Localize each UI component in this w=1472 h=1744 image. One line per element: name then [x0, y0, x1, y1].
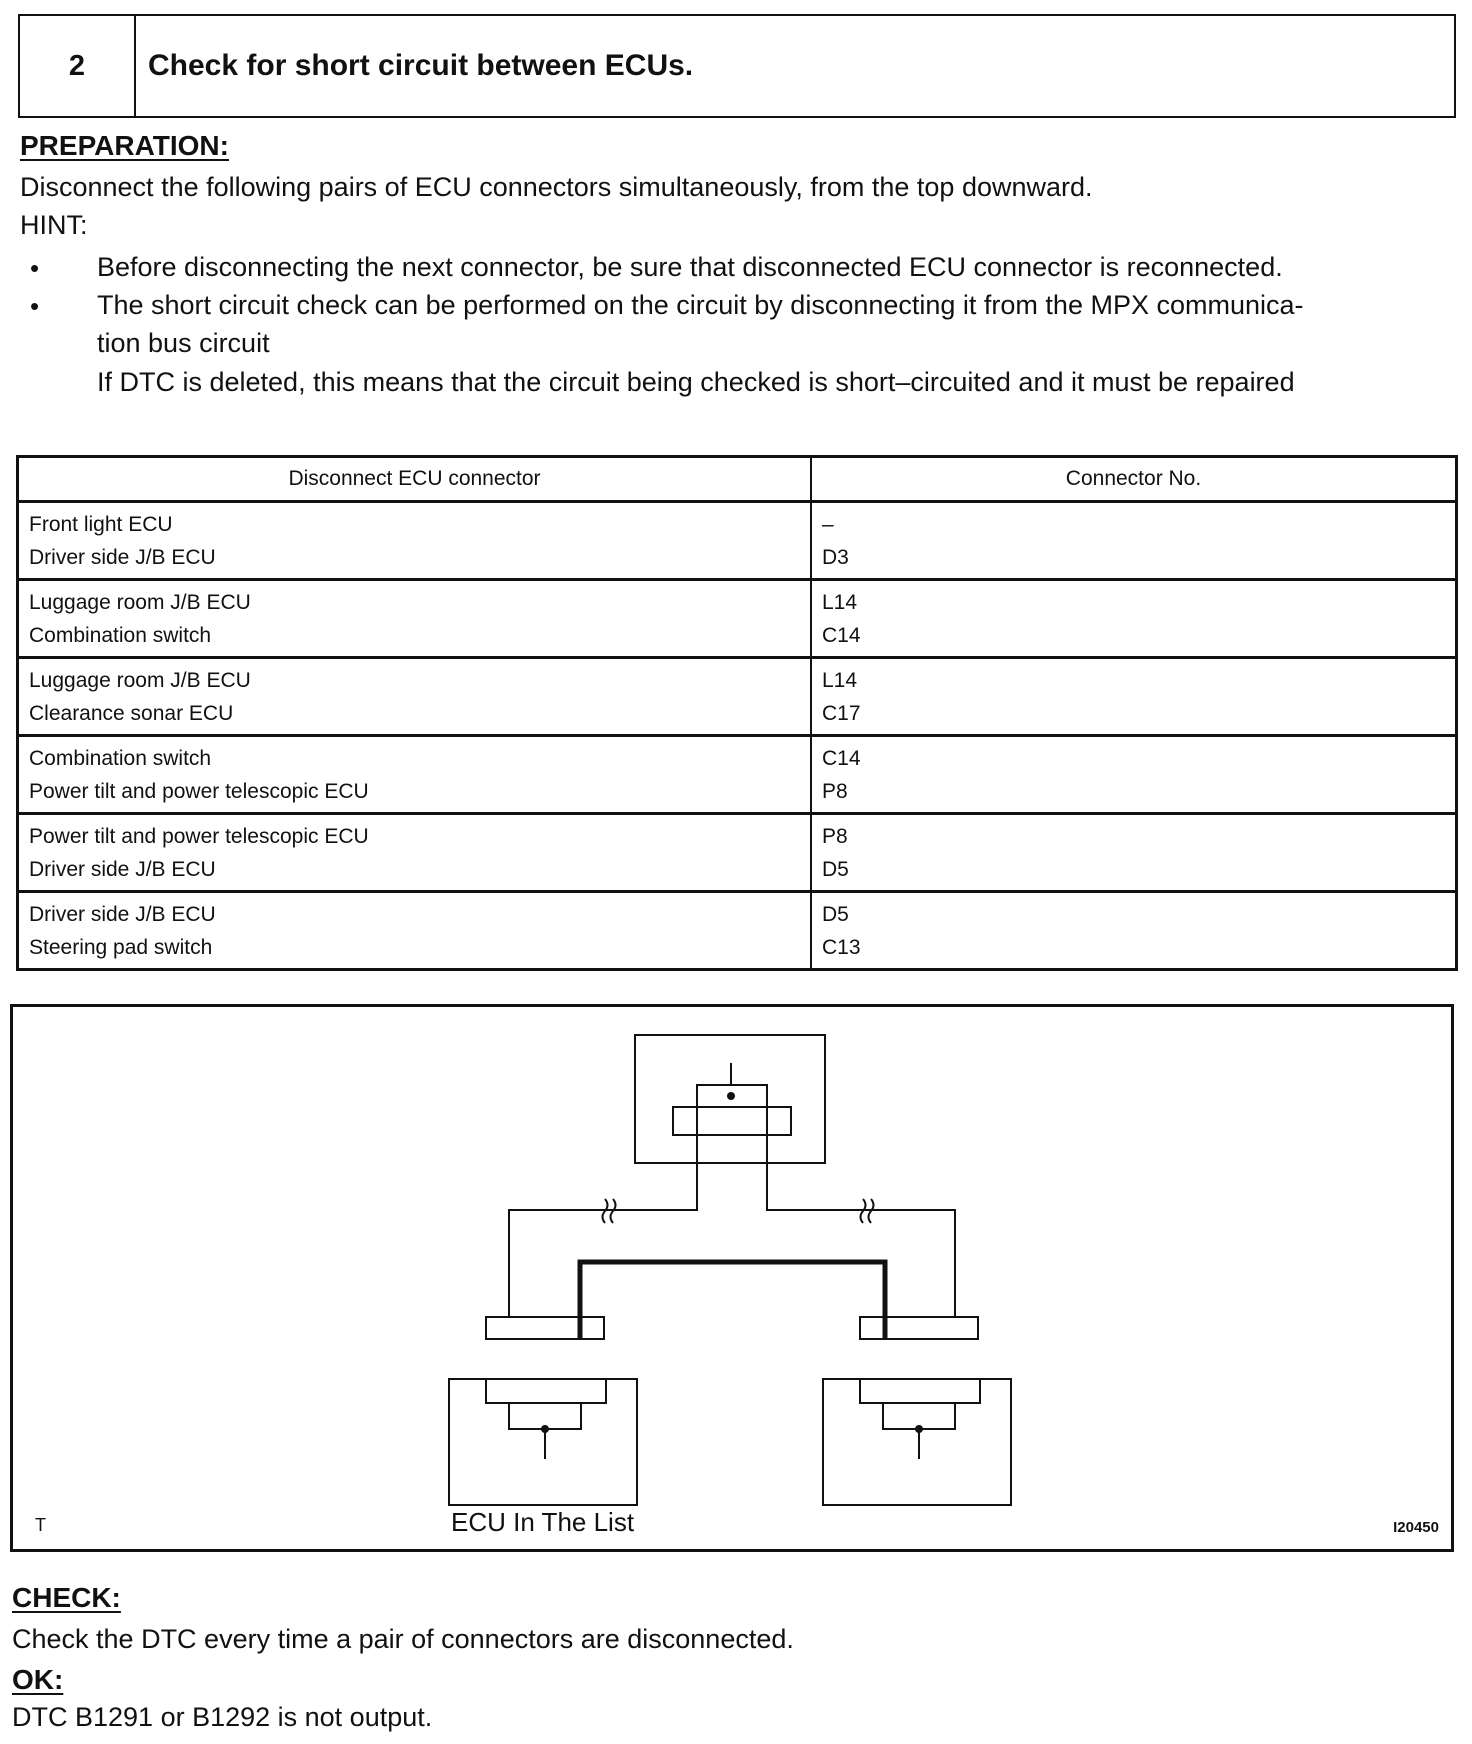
ecu-cell [18, 502, 812, 580]
hint-label: HINT: [20, 210, 88, 240]
top-ecu-connector [673, 1107, 791, 1135]
ecu-cell [18, 580, 812, 658]
ecu-cell [18, 814, 812, 892]
table-row [18, 580, 1457, 658]
connector-number: C14 [822, 624, 861, 647]
ecu-cell [18, 658, 812, 736]
connector-cell [811, 658, 1457, 736]
hint-bullet-1: Before disconnecting the next connector, be sure that disconnected ECU connector is reconnected. [97, 252, 1283, 282]
connector-number: C17 [822, 702, 861, 725]
column-header-ecu: Disconnect ECU connector [18, 457, 812, 502]
bullet-icon: • [30, 291, 40, 321]
ecu-name: Driver side J/B ECU [29, 903, 216, 926]
junction-dot [727, 1092, 735, 1100]
connector-table [16, 455, 1458, 971]
left-ecu-box [449, 1379, 637, 1505]
right-connector [860, 1317, 978, 1339]
column-header-connector: Connector No. [811, 457, 1457, 502]
wiring-diagram [10, 1004, 1454, 1552]
table-row [18, 814, 1457, 892]
bus-line-right [767, 1107, 955, 1317]
ecu-name: Luggage room J/B ECU [29, 669, 251, 692]
connector-cell [811, 814, 1457, 892]
step-header [18, 14, 1456, 118]
bus-line-left [509, 1107, 697, 1317]
figure-caption: ECU In The List [451, 1507, 635, 1537]
connector-number: – [822, 513, 834, 536]
ecu-cell [18, 892, 812, 970]
figure-code: I20450 [1393, 1519, 1439, 1536]
connector-number: D5 [822, 858, 849, 881]
ecu-name: Driver side J/B ECU [29, 546, 216, 569]
ecu-name: Power tilt and power telescopic ECU [29, 780, 369, 803]
ecu-cell [18, 736, 812, 814]
hint-bullet-2-note: If DTC is deleted, this means that the circuit being checked is short–circuited and it must be repaired [97, 367, 1295, 397]
connector-number: C14 [822, 747, 861, 770]
connector-number: P8 [822, 780, 848, 803]
circuit-drawing [13, 1007, 1451, 1549]
table-row [18, 502, 1457, 580]
left-ecu-connector-wire [486, 1379, 606, 1403]
connector-cell [811, 736, 1457, 814]
connector-number: P8 [822, 825, 848, 848]
connector-number: D3 [822, 546, 849, 569]
ecu-name: Steering pad switch [29, 936, 213, 959]
hint-bullet-2-continued: tion bus circuit [97, 328, 270, 358]
ecu-name: Clearance sonar ECU [29, 702, 234, 725]
ecu-name: Driver side J/B ECU [29, 858, 216, 881]
check-heading: CHECK: [12, 1582, 121, 1613]
preparation-heading: PREPARATION: [20, 130, 229, 161]
step-title: Check for short circuit between ECUs. [148, 49, 694, 82]
step-number: 2 [20, 16, 136, 116]
connector-number: L14 [822, 591, 858, 614]
right-ecu-connector-wire [860, 1379, 980, 1403]
right-ecu-box [823, 1379, 1011, 1505]
connector-cell [811, 892, 1457, 970]
hint-bullet-2: The short circuit check can be performed on the circuit by disconnecting it from the MPX communica- [97, 290, 1304, 320]
ecu-name: Front light ECU [29, 513, 173, 536]
connector-cell [811, 502, 1457, 580]
check-text: Check the DTC every time a pair of connectors are disconnected. [12, 1624, 794, 1654]
short-circuit-path [580, 1262, 885, 1339]
preparation-instruction: Disconnect the following pairs of ECU connectors simultaneously, from the top downward. [20, 172, 1093, 202]
ecu-name: Power tilt and power telescopic ECU [29, 825, 369, 848]
table-header-row [18, 457, 1457, 502]
connector-number: C13 [822, 936, 861, 959]
left-connector [486, 1317, 604, 1339]
ok-heading: OK: [12, 1664, 64, 1695]
ok-text: DTC B1291 or B1292 is not output. [12, 1702, 433, 1732]
connector-number: D5 [822, 903, 849, 926]
connector-number: L14 [822, 669, 858, 692]
junction-dot [541, 1425, 549, 1433]
table-row [18, 658, 1457, 736]
junction-dot [915, 1425, 923, 1433]
ecu-name: Combination switch [29, 747, 212, 770]
figure-corner-label: T [35, 1515, 46, 1535]
bullet-icon: • [30, 253, 40, 283]
connector-cell [811, 580, 1457, 658]
table-row [18, 892, 1457, 970]
ecu-name: Combination switch [29, 624, 212, 647]
ecu-name: Luggage room J/B ECU [29, 591, 251, 614]
table-row [18, 736, 1457, 814]
